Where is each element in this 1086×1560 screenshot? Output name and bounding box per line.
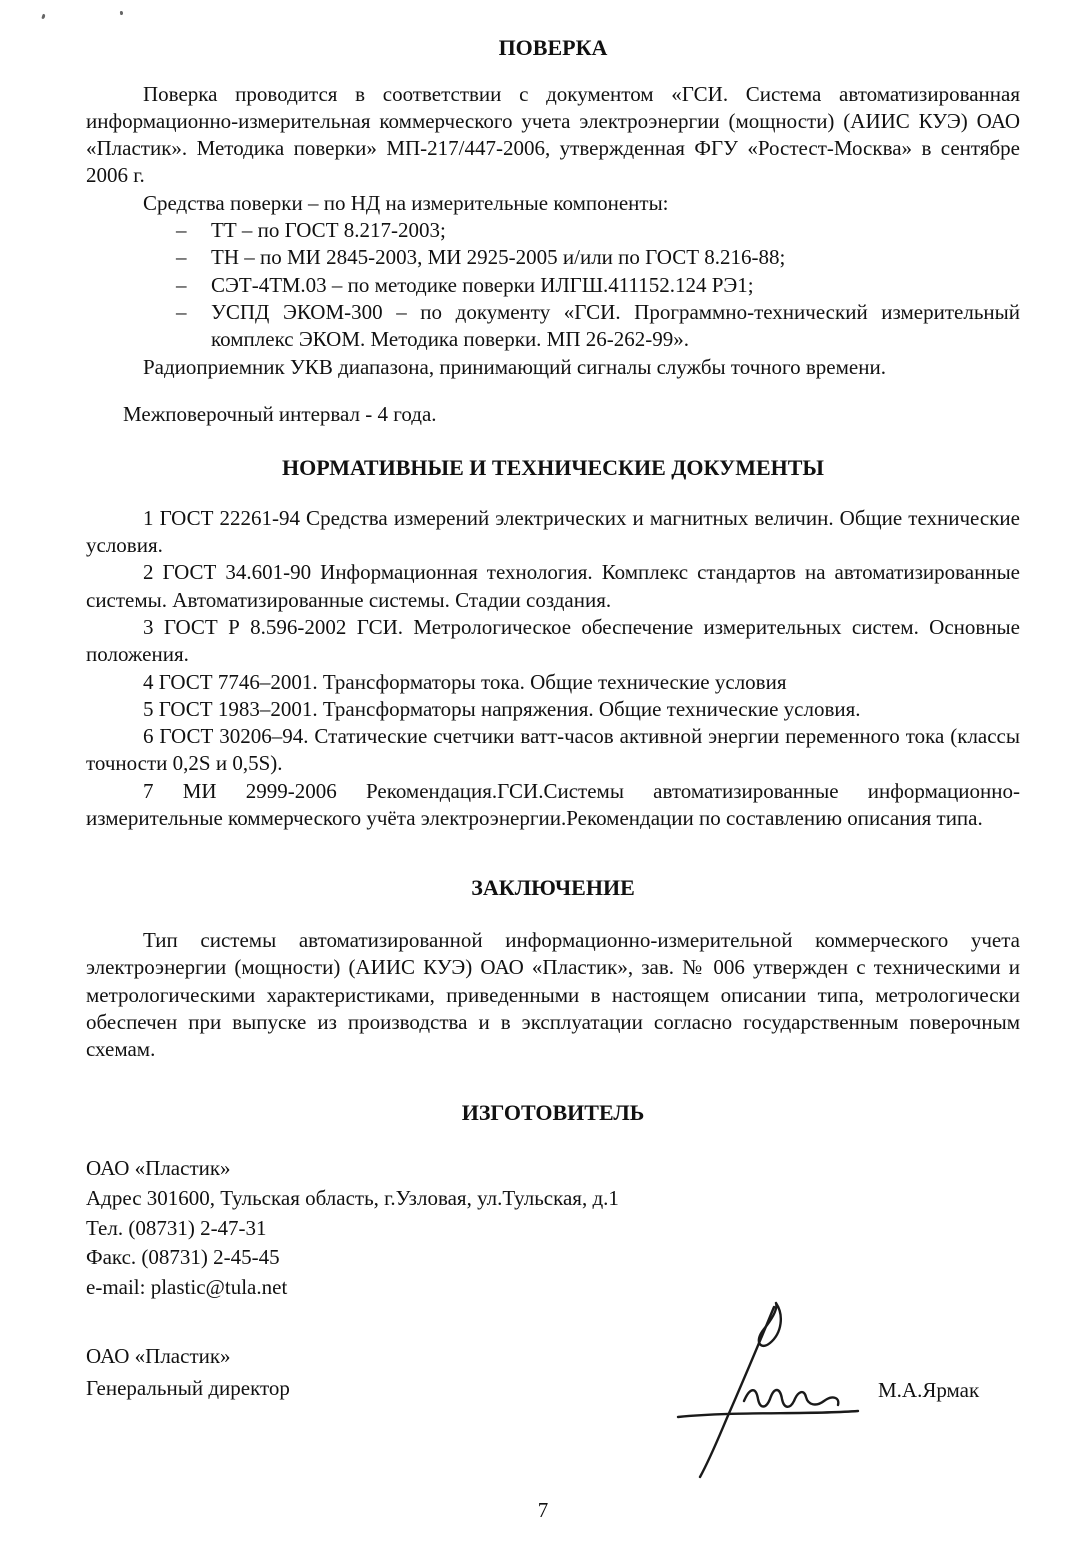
normative-item: 1 ГОСТ 22261-94 Средства измерений электрических и магнитных величин. Общие технические условия.	[86, 505, 1020, 558]
signature-block	[86, 1341, 1020, 1491]
list-item-text: УСПД ЭКОМ-300 – по документу «ГСИ. Программно-технический измерительный комплекс ЭКОМ. Методика поверки. МП 26-262-99».	[211, 299, 1020, 352]
normative-item: 2 ГОСТ 34.601-90 Информационная технология. Комплекс стандартов на автоматизированные системы. Автоматизированные системы. Стадии создания.	[86, 560, 1020, 612]
verification-paragraph-3: Радиоприемник УКВ диапазона, принимающий сигналы службы точного времени.	[143, 354, 886, 379]
list-item	[86, 244, 1020, 271]
manufacturer-phone: Тел. (08731) 2-47-31	[86, 1215, 267, 1240]
list-item-text: ТТ – по ГОСТ 8.217-2003;	[211, 218, 446, 243]
scan-artifact	[120, 11, 124, 15]
dash-marker: –	[176, 245, 187, 270]
handwritten-signature	[626, 1299, 886, 1484]
manufacturer-email: e-mail: plastic@tula.net	[86, 1275, 288, 1300]
section-title-verification: ПОВЕРКА	[498, 35, 608, 60]
list-item	[86, 272, 1020, 299]
page-number: 7	[537, 1497, 549, 1522]
verification-means-list	[86, 217, 1020, 353]
normative-item: 3 ГОСТ Р 8.596-2002 ГСИ. Метрологическое обеспечение измерительных систем. Основные положения.	[86, 614, 1020, 667]
manufacturer-address: Адрес 301600, Тульская область, г.Узловая, ул.Тульская, д.1	[86, 1185, 619, 1210]
verification-paragraph-2: Средства поверки – по НД на измерительные компоненты:	[143, 190, 669, 215]
normative-item: 6 ГОСТ 30206–94. Статические счетчики ватт-часов активной энергии переменного тока (классы точности 0,2S и 0,5S).	[86, 724, 1020, 776]
signatory-company: ОАО «Пластик»	[86, 1344, 231, 1369]
dash-marker: –	[176, 218, 187, 243]
normative-item: 4 ГОСТ 7746–2001. Трансформаторы тока. Общие технические условия	[143, 669, 787, 694]
manufacturer-info	[86, 1154, 1020, 1303]
list-item-text: ТН – по МИ 2845-2003, МИ 2925-2005 и/или по ГОСТ 8.216-88;	[211, 245, 786, 270]
dash-marker: –	[176, 299, 187, 324]
signatory-name: М.А.Ярмак	[878, 1378, 980, 1403]
list-item-text: СЭТ-4ТМ.03 – по методике поверки ИЛГШ.411152.124 РЭ1;	[211, 272, 754, 297]
section-title-manufacturer: ИЗГОТОВИТЕЛЬ	[461, 1100, 645, 1126]
scan-artifact	[41, 14, 45, 20]
signatory-role: Генеральный директор	[86, 1375, 290, 1400]
normative-item: 5 ГОСТ 1983–2001. Трансформаторы напряжения. Общие технические условия.	[143, 696, 861, 721]
dash-marker: –	[176, 272, 187, 297]
verification-interval: Межповерочный интервал - 4 года.	[123, 401, 437, 426]
section-title-normative-documents: НОРМАТИВНЫЕ И ТЕХНИЧЕСКИЕ ДОКУМЕНТЫ	[281, 455, 825, 481]
manufacturer-name: ОАО «Пластик»	[86, 1155, 231, 1180]
manufacturer-fax: Факс. (08731) 2-45-45	[86, 1245, 280, 1270]
conclusion-paragraph: Тип системы автоматизированной информационно-измерительной коммерческого учета электроэнергии (мощности) (АИИС КУЭ) ОАО «Пластик», зав. № 006 утвержден с техническими и метрологическими характеристиками, приведенными в настоящем описании типа, метрологически обеспечен при выпуске из производства и в эксплуатации согласно государственным поверочным схемам.	[86, 927, 1020, 1062]
section-title-conclusion: ЗАКЛЮЧЕНИЕ	[471, 875, 635, 901]
verification-paragraph-1: Поверка проводится в соответствии с документом «ГСИ. Система автоматизированная информационно-измерительная коммерческого учета электроэнергии (мощности) (АИИС КУЭ) ОАО «Пластик». Методика поверки» МП-217/447-2006, утвержденная ФГУ «Ростест-Москва» в сентябре 2006 г.	[86, 81, 1020, 188]
list-item	[86, 217, 1020, 244]
normative-item: 7 МИ 2999-2006 Рекомендация.ГСИ.Системы автоматизированные информационно-измерительные коммерческого учёта электроэнергии.Рекомендации по составлению описания типа.	[86, 778, 1020, 831]
list-item	[86, 299, 1020, 354]
